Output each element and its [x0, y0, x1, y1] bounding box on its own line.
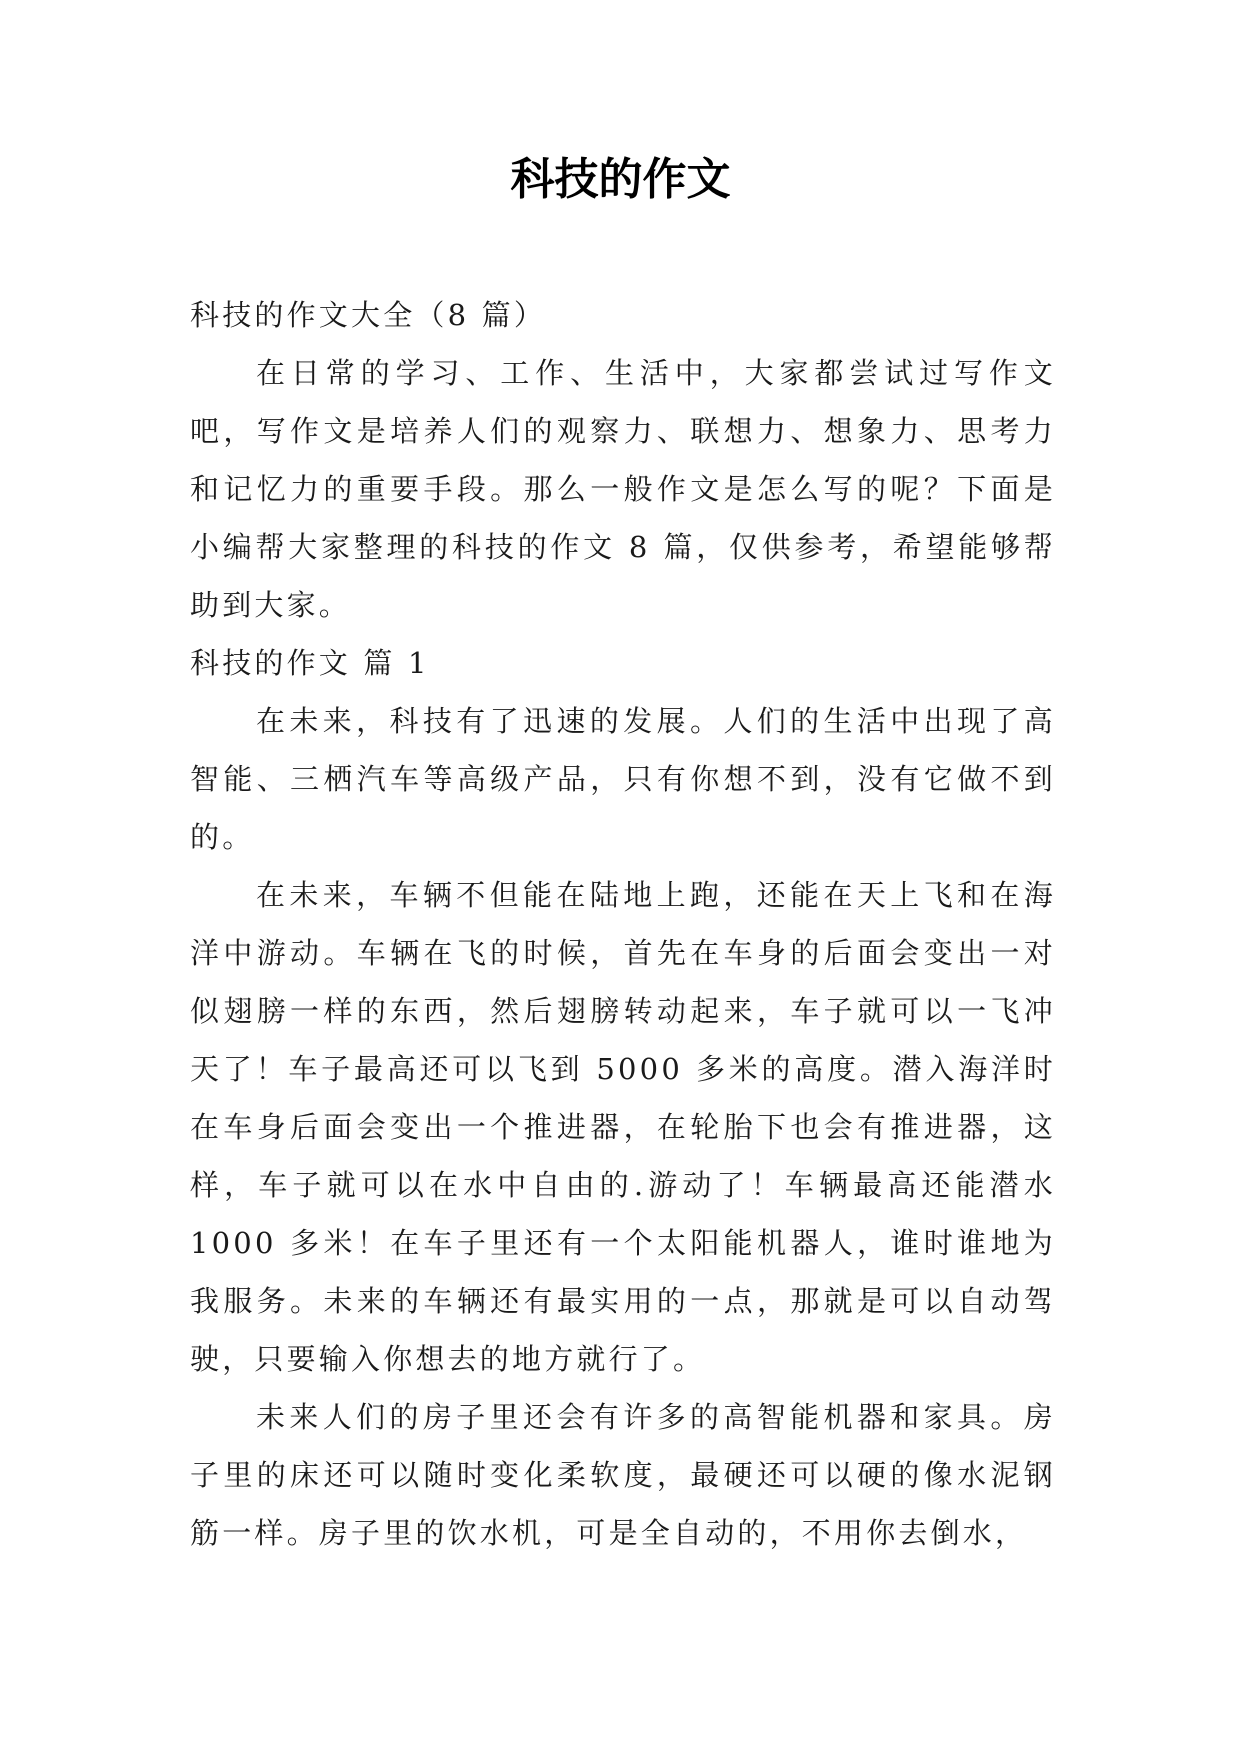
body-paragraph-1: 在未来，科技有了迅速的发展。人们的生活中出现了高智能、三栖汽车等高级产品，只有你想不到，没有它做不到的。 — [190, 704, 1056, 854]
document-title: 科技的作文 — [510, 154, 731, 205]
document-body — [190, 286, 1056, 1562]
intro-paragraph: 在日常的学习、工作、生活中，大家都尝试过写作文吧，写作文是培养人们的观察力、联想力、想象力、思考力和记忆力的重要手段。那么一般作文是怎么写的呢？下面是小编帮大家整理的科技的作文 8 篇，仅供参考，希望能够帮助到大家。 — [190, 356, 1056, 622]
body-paragraph-2: 在未来，车辆不但能在陆地上跑，还能在天上飞和在海洋中游动。车辆在飞的时候，首先在车身的后面会变出一对似翅膀一样的东西，然后翅膀转动起来，车子就可以一飞冲天了！车子最高还可以飞到 5000 多米的高度。潜入海洋时在车身后面会变出一个推进器，在轮胎下也会有推进器，这样，车子就可以在水中自由的.游动了！车辆最高还能潜水1000 多米！在车子里还有一个太阳能机器人，谁时谁地为我服务。未来的车辆还有最实用的一点，那就是可以自动驾驶，只要输入你想去的地方就行了。 — [190, 878, 1056, 1376]
body-paragraph-3: 未来人们的房子里还会有许多的高智能机器和家具。房子里的床还可以随时变化柔软度，最硬还可以硬的像水泥钢筋一样。房子里的饮水机，可是全自动的，不用你去倒水， — [190, 1400, 1056, 1550]
section-heading: 科技的作文 篇 1 — [190, 646, 430, 680]
intro-heading: 科技的作文大全（8 篇） — [190, 298, 547, 332]
